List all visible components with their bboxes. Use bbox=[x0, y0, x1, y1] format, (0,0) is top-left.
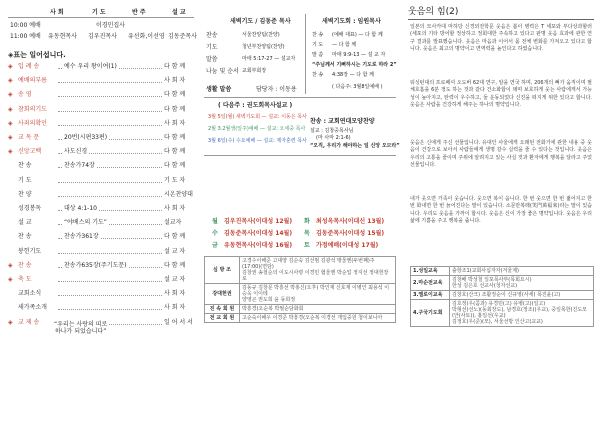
weekly-table-wrap bbox=[204, 256, 396, 323]
order-item-leader bbox=[58, 196, 162, 197]
order-item-leader bbox=[58, 253, 162, 254]
next-week-title: ( 다음주 : 권도회목사설교 ) bbox=[218, 102, 293, 109]
order-item-role: 다 함 께 bbox=[164, 134, 186, 141]
order-item-role: 다 함 께 bbox=[164, 162, 186, 170]
order-item-detail: 20번(시편33편) bbox=[64, 134, 108, 141]
essay-paragraph-1: 일본의 모사카대 마하당 신경외전학문 웃음은 봄이 병력은 T 세포와 부다상과할러(세포의 기타 방어할 정상하고 정회대한 주속하고 있다고 판명 웃음 효과에 관한 연구 결과를 발표했습니다. 웃음은 마음과 이어서 몸 전체 변화를 가져오고 있다고 합니다. 웃음은 최고의 명약이고 면역력을 높인다고 하였습니다. bbox=[410, 24, 592, 53]
dept-table-text: 김호정(우(콤과) 유경민(고) 유병(고)(일고) 박형선(선노)(동회장도), 남경호(정조)(우교), 중일목한(진도모(안(사토)), 홍일선(우교) 김정호(우(준)(모), 서울선방 인산고(교교) bbox=[450, 300, 594, 327]
order-item-name: 교 제 송 bbox=[18, 318, 40, 326]
order-item-role: 설 교 자 bbox=[164, 276, 186, 283]
order-item-detail: 찬송가74장 bbox=[64, 162, 95, 170]
order-item-leader bbox=[58, 182, 162, 183]
header-prayer: 기 도 bbox=[92, 9, 106, 16]
order-item-role: 다 함 께 bbox=[164, 105, 186, 113]
order-item-leader bbox=[58, 82, 162, 83]
dawn-left-value: 청년부찬양팀(찬양) bbox=[242, 44, 285, 50]
dawn-right-value: 마태 9:9-13 — 설 교 자 bbox=[332, 52, 386, 58]
note-line-2: (마 사마 2:1-6) bbox=[316, 135, 351, 141]
service-time-2: 11:00 예배 bbox=[10, 33, 41, 40]
dept-table-text: 김창호(산크) 조활정순이 신규영(사세) 목진윤(고) bbox=[450, 291, 594, 300]
service-2-sermon: 김동준목사 bbox=[168, 33, 197, 40]
order-item-role: 기 도 자 bbox=[164, 176, 186, 184]
order-marker: ◈ bbox=[8, 77, 13, 85]
order-item-name: 송 영 bbox=[18, 91, 32, 99]
essay-paragraph-3: 웃음은 신에게 주신 선물입니다. 유대인 사울에게 오래된 전화기에 관한 내용 중 웃음이 건강으로 보아서 사람들에게 생명 갈수 실력을 줄 수 있다는 것입니다. 웃음은 우리의 고통을 줄이며 주위에 알려지고 있는 사실 것과 환자에게 행복을 달라고 주었 선물입니다. bbox=[410, 140, 592, 169]
order-item-leader bbox=[58, 281, 162, 282]
note-title: 찬송 : 교회연대모양찬양 bbox=[310, 118, 375, 125]
header-presider: 사 회 bbox=[50, 9, 64, 16]
essay-paragraph-4: 내가 웃으면 가족이 웃습니다. 웃으면 복이 옵니다. 한 번 웃으면 한 번 젊어지고 한 번 화내면 한 번 늙어진다는 말이 있습니다. 소문만복래(笑門萬福來)라는 말이 있습니다. 우리도 웃음을 가까이 합시다. 웃음은 신이 가장 좋은 명약입니다. 웃음은 우리 삶에 기쁨을 주고 행복을 줍니다. bbox=[410, 196, 592, 225]
weekly-table-row bbox=[205, 314, 396, 323]
weekly-table-row bbox=[205, 284, 396, 305]
order-item-name: 교 독 문 bbox=[18, 134, 40, 141]
dept-table-row bbox=[411, 267, 594, 276]
dawn-right-title: 새벽기도회 : 임원목사 bbox=[322, 18, 381, 25]
dawn-right-value: “주님께서 기뻐하시는 기도로 하라 2” bbox=[312, 62, 397, 68]
service-2-piano: 유선화,이선영 bbox=[128, 33, 165, 40]
essay-paragraph-2: 워싱턴대의 프로페셔 오도버 62대 연구, 알을 연국 하며, 206개의 뼈가 움직이며 필체호흡을 6분 정도 하는 것과 같다 건소화합이 돼며 보호하게 웃는 사람에게서 가능성이 높아지고, 탄력이 우수하고, 둘 운동되었다 신진을 떠지게 위한 있다고 합니다. 웃음은 사람을 건강하게 해주는 하나의 명약입니다. bbox=[410, 80, 592, 109]
dept-table bbox=[410, 266, 594, 327]
assign-right: 가정예배(이대성 17월) bbox=[316, 242, 379, 249]
order-title: ◈표는 일어섭니다. bbox=[8, 51, 66, 59]
left-sub: 생활 말씀 bbox=[206, 86, 232, 93]
order-item-leader bbox=[58, 125, 162, 126]
order-item-role: 다 함 께 bbox=[164, 91, 186, 99]
service-time-1: 10:00 예배 bbox=[10, 22, 41, 29]
order-item-name: 사죄의확인 bbox=[18, 119, 47, 127]
weekly-table-text: 김동규 김창문 박흥선 박홍신(오후) 박인재 신호재 이병인 최용석 이승욱 이이테 양영곤 권도희 윤 동희정 bbox=[240, 284, 396, 305]
order-item-detail: 예수 우리 왕이여(1) bbox=[64, 63, 117, 70]
weekly-table-label: 심 방 조 bbox=[205, 257, 240, 284]
order-item-detail: “우리는 사랑의 띠로 하나가 되었습니다” bbox=[54, 320, 108, 335]
dawn-right-key: 말 씀 bbox=[312, 52, 324, 58]
order-item-role: 다 함 께 bbox=[164, 148, 186, 156]
dawn-left-value: 마태 5:17-27 — 설교자 bbox=[242, 56, 296, 62]
essay-panel bbox=[400, 0, 600, 424]
next-week-item: 3월 5일(월) 새벽기도회 — 설교: 이동은 목사 bbox=[208, 114, 307, 120]
dawn-left-key: 말씀 bbox=[206, 56, 218, 63]
order-item-leader bbox=[58, 111, 162, 112]
order-item-name: 교회소식 bbox=[18, 290, 42, 298]
header-piano: 반 주 bbox=[132, 9, 146, 16]
order-marker: ◈ bbox=[8, 134, 13, 141]
dawn-left-key: 찬송 bbox=[206, 32, 218, 39]
order-item-leader bbox=[58, 309, 162, 310]
dawn-left-key: 나눔 및 순서 bbox=[206, 68, 239, 75]
dawn-left-title: 새벽기도 / 김동준 목사 bbox=[230, 18, 291, 25]
order-marker: ◈ bbox=[8, 261, 13, 269]
order-item-role: 사 회 자 bbox=[164, 119, 186, 127]
dept-table-label: 4.구국기도회 bbox=[411, 300, 450, 327]
weekly-table-text: 고경수이해준 고대양 김순숙 김선범 김광석 맹울헨(두번째)주 (17:00)(면담) 김창권 송철순의 이도시사령 이경민 협울헨 박순업 정지선 정대헌장로 bbox=[240, 257, 396, 284]
order-item-name: 입 례 송 bbox=[18, 63, 40, 70]
order-item-name: 신앙고백 bbox=[18, 148, 42, 156]
order-item-leader bbox=[58, 295, 162, 296]
essay-title: 웃음의 힘(2) bbox=[408, 7, 459, 17]
order-marker: ◈ bbox=[8, 105, 13, 113]
order-item-name: 성경봉독 bbox=[18, 205, 42, 212]
order-item-name: 기 도 bbox=[18, 176, 32, 184]
dawn-right-key: 기 도 bbox=[312, 42, 324, 48]
order-marker: ◈ bbox=[8, 148, 13, 156]
dawn-right-key: 찬 송 bbox=[312, 32, 324, 38]
assign-right: 최성옥목사(이대신 13월) bbox=[316, 218, 385, 225]
assign-day-right: 토 bbox=[304, 242, 310, 249]
service-2-prayer: 김우진목사 bbox=[88, 33, 117, 40]
weekly-table-label: 전 교 회 원 bbox=[205, 314, 240, 323]
order-item-name: 예배의부름 bbox=[18, 77, 47, 85]
assign-day-right: 화 bbox=[304, 218, 310, 225]
order-item-name: 찬 송 bbox=[18, 261, 32, 269]
order-item-name: 새가족소개 bbox=[18, 304, 47, 312]
assign-day-right: 목 bbox=[304, 230, 310, 237]
order-item-role: 사 회 자 bbox=[164, 304, 186, 312]
weekly-table-label: 강대헌권 bbox=[205, 284, 240, 305]
dawn-right-value: (예배 대표) — 다 함 께 bbox=[332, 32, 383, 38]
weekly-table-row bbox=[205, 257, 396, 284]
header-sermon: 설 교 bbox=[172, 9, 186, 16]
order-item-detail: 찬송가361장 bbox=[64, 233, 99, 241]
order-item-role: 설교자 bbox=[164, 219, 182, 227]
assign-left: 김우진목사(이대성 12월) bbox=[224, 218, 293, 225]
service-1-roles: 이경민집사 bbox=[96, 22, 125, 29]
order-item-detail: 찬송가635장(주기도문) bbox=[64, 261, 127, 269]
order-marker: ◈ bbox=[8, 119, 13, 127]
order-marker: ◈ bbox=[8, 91, 13, 99]
order-item-name: 설 교 bbox=[18, 219, 32, 227]
order-item-role: 다 함 께 bbox=[164, 63, 186, 70]
worship-order-panel bbox=[0, 0, 200, 424]
assign-day-left: 수 bbox=[212, 230, 218, 237]
dept-table-row bbox=[411, 276, 594, 291]
order-item-role: 일 어 서 서 bbox=[164, 318, 193, 326]
essay-title-rule bbox=[408, 19, 594, 20]
weekly-table-text: 고순숙이해우 이경준 박흥경(오순복 이경선 개입중원 청이보니아 bbox=[240, 314, 396, 323]
dept-table-row bbox=[411, 300, 594, 327]
order-item-role: 다 함 께 bbox=[164, 261, 186, 269]
dept-table-row bbox=[411, 291, 594, 300]
dawn-divider bbox=[305, 14, 306, 94]
order-marker: ◈ bbox=[8, 318, 13, 326]
section-divider-1 bbox=[204, 97, 396, 98]
dawn-left-key: 기도 bbox=[206, 44, 218, 51]
order-item-name: 찬 양 bbox=[18, 190, 32, 198]
dept-table-label: 1.성일교육 bbox=[411, 267, 450, 276]
order-marker: ◈ bbox=[8, 63, 13, 70]
header-divider bbox=[8, 17, 194, 18]
order-item-name: 축 도 bbox=[18, 276, 32, 283]
weekly-table-row bbox=[205, 305, 396, 314]
order-item-name: 찬 송 bbox=[18, 162, 32, 170]
order-item-role: 사 회 자 bbox=[164, 77, 186, 85]
weekly-schedule-panel bbox=[200, 0, 400, 424]
note-line-1: 설교 : 김창중목사님 bbox=[310, 128, 354, 134]
order-item-role: 사 회 자 bbox=[164, 205, 186, 212]
dawn-right-value: 4:38장 — 다 함 께 bbox=[332, 72, 374, 78]
note-line-3: “오직, 우리가 해야하는 일 신앙 오므라” bbox=[310, 143, 400, 149]
right-footer: ( 다음주: 3월8일예배 ) bbox=[332, 84, 383, 90]
weekly-table-label: 진 속 회 원 bbox=[205, 305, 240, 314]
next-week-item: 2월 3.2월생(일주)예배 — 설교: 오세중 목사 bbox=[208, 126, 306, 132]
service-2-presider: 유동현목사 bbox=[48, 33, 77, 40]
dawn-right-value: — 다 함 께 bbox=[332, 42, 357, 48]
order-item-role: 다 함 께 bbox=[164, 233, 186, 241]
order-item-detail: “야베스의 기도” bbox=[64, 219, 107, 227]
dept-table-label: 2.마순전교육 bbox=[411, 276, 450, 291]
weekly-table-text: 박흥경(오순복 박필순담화회 bbox=[240, 305, 396, 314]
dawn-right-key: 찬 송 bbox=[312, 72, 324, 78]
dept-table-text: 출항조1(교회사십자자(겨울제) bbox=[450, 267, 594, 276]
order-item-role: 사 회 자 bbox=[164, 290, 186, 298]
assign-left: 김동준목사(이대성 14월) bbox=[224, 230, 293, 237]
order-item-name: 참회의기도 bbox=[18, 105, 47, 113]
order-item-role: 시온찬양대 bbox=[164, 190, 193, 198]
dept-table-label: 3.엘로이교육 bbox=[411, 291, 450, 300]
assign-left: 유동현목사(이대성 16월) bbox=[224, 242, 293, 249]
assign-day-left: 금 bbox=[212, 242, 218, 249]
left-sub-right: 담당자 : 이동용 bbox=[256, 86, 297, 93]
dawn-left-value: 교회부회장 bbox=[242, 68, 267, 74]
order-item-detail: 대상 4:1-10 bbox=[64, 205, 97, 212]
assign-right: 김동준목사(이대성 15월) bbox=[316, 230, 385, 237]
order-item-name: 찬 송 bbox=[18, 233, 32, 241]
order-item-detail: 사도신경 bbox=[64, 148, 88, 156]
dept-table-text: 김창배 박성철 일포목사부(목회요시) 한성 김은호 선교사(청자선교) bbox=[450, 276, 594, 291]
next-week-item: 3월 6일(수) 수요예배 — 설교: 제자훈련 목사 bbox=[208, 138, 307, 144]
dept-table-wrap bbox=[410, 266, 594, 327]
dawn-left-value: 서울찬양팀(찬양) bbox=[242, 32, 280, 38]
order-item-leader bbox=[58, 96, 162, 97]
section-divider-2 bbox=[204, 155, 396, 156]
weekly-table bbox=[204, 256, 396, 323]
order-item-name: 봉헌기도 bbox=[18, 247, 42, 255]
order-item-role: 설 교 자 bbox=[164, 247, 186, 255]
order-marker: ◈ bbox=[8, 276, 13, 283]
assign-day-left: 월 bbox=[212, 218, 218, 225]
